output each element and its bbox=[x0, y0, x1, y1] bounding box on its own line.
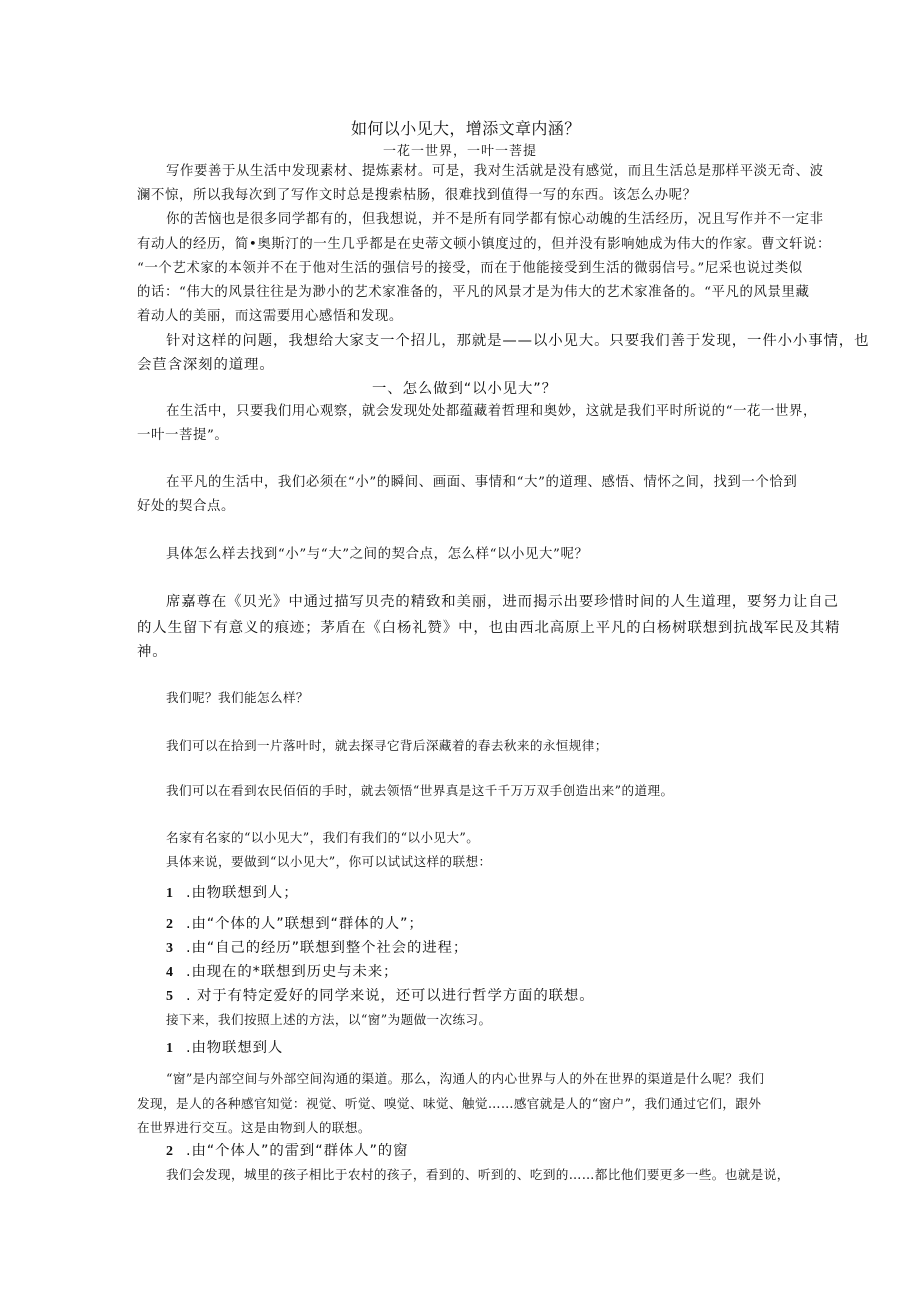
sub-number: 1 bbox=[166, 1041, 174, 1056]
example-line: 名家有名家的“以小见大”，我们有我们的“以小见大”。 bbox=[166, 830, 480, 845]
method-line: 会苣含深刻的道理。 bbox=[137, 357, 275, 373]
intro-line: 的话：“伟大的风景往往是为渺小的艺术家准备的，平凡的风景才是为伟大的艺术家准备的。“平凡的风景里藏 bbox=[137, 285, 810, 300]
sub-line: 发现，是人的各种感官知觉：视觉、听觉、嗅觉、味觉、触觉……感官就是人的“窗户”，我们通过它们，跟外 bbox=[137, 1096, 762, 1111]
sub-heading bbox=[166, 1140, 408, 1163]
intro-line: 你的苦恼也是很多同学都有的，但我想说，并不是所有同学都有惊心动魄的生活经历，况且写作并不一定非 bbox=[166, 212, 824, 227]
list-item bbox=[166, 937, 468, 960]
list-number: 2 bbox=[166, 917, 174, 932]
sub-line: “窗”是内部空间与外部空间沟通的渠道。那么，沟通人的内心世界与人的外在世界的渠道是什么呢？我们 bbox=[166, 1071, 765, 1086]
page-subtitle: 一花一世界，一叶一菩提 bbox=[383, 144, 538, 159]
sub-text: .由物联想到人 bbox=[186, 1040, 284, 1056]
method-line: 针对这样的问题，我想给大家支一个招儿，那就是——以小见大。只要我们善于发现，一件小小事情，也 bbox=[166, 333, 870, 349]
list-number: 5 bbox=[166, 989, 174, 1004]
list-item bbox=[166, 961, 398, 984]
sub-line: 在世界进行交互。这是由物到人的联想。 bbox=[137, 1120, 371, 1135]
example-line: 的人生留下有意义的痕迹；茅盾在《白杨礼赞》中，也由西北高原上平凡的白杨树联想到抗战军民及其精 bbox=[137, 620, 841, 636]
list-number: 1 bbox=[166, 886, 174, 901]
list-item bbox=[166, 913, 424, 936]
list-number: 4 bbox=[166, 965, 174, 980]
sub-heading bbox=[166, 1037, 283, 1060]
list-text: .由物联想到人； bbox=[186, 885, 299, 901]
page-title: 如何以小见大，增添文章内涵？ bbox=[351, 119, 581, 138]
section-line: 在平凡的生活中，我们必须在“小”的瞬间、画面、事情和“大”的道理、感悟、情怀之间，找到一个恰到 bbox=[166, 475, 798, 490]
list-text: . 对于有特定爱好的同学来说，还可以进行哲学方面的联想。 bbox=[186, 988, 595, 1004]
section-line: 在生活中，只要我们用心观察，就会发现处处都蕴藏着哲理和奥妙，这就是我们平时所说的“一花一世界， bbox=[166, 404, 818, 419]
section-line: 好处的契合点。 bbox=[137, 499, 235, 514]
example-line: 具体来说，要做到“以小见大”，你可以试试这样的联想： bbox=[166, 854, 492, 869]
practice-intro: 接下来，我们按照上述的方法，以“窗”为题做一次练习。 bbox=[166, 1012, 492, 1027]
list-number: 3 bbox=[166, 941, 174, 956]
list-text: .由“个体的人”联想到“群体的人”； bbox=[186, 916, 424, 932]
intro-line: 澜不惊，所以我每次到了写作文时总是搜索枯肠，很难找到值得一写的东西。该怎么办呢？ bbox=[137, 188, 697, 203]
question-line: 我们呢？我们能怎么样？ bbox=[166, 690, 309, 705]
list-text: .由“自己的经历”联想到整个社会的进程； bbox=[186, 940, 469, 956]
example-line: 席嘉尊在《贝光》中通过描写贝壳的精致和美丽，进而揭示出要珍惜时间的人生道理，要努力让自己 bbox=[166, 594, 839, 610]
intro-line: 着动人的美丽，而这需要用心感悟和发现。 bbox=[137, 309, 403, 324]
example-line: 神。 bbox=[137, 644, 168, 660]
intro-line: 有动人的经历，简•奥斯汀的一生几乎都是在史蒂文顿小镇度过的，但并没有影响她成为伟大的作家。曹文轩说： bbox=[137, 237, 832, 252]
section-heading: 一、怎么做到“以小见大”？ bbox=[372, 381, 557, 397]
example-line: 我们可以在拾到一片落叶时，就去探寻它背后深藏着的春去秋来的永恒规律； bbox=[166, 738, 608, 753]
sub-line: 我们会发现，城里的孩子相比于农村的孩子，看到的、听到的、吃到的……都比他们要更多一些。也就是说， bbox=[166, 1167, 790, 1182]
section-line: 一叶一菩提”。 bbox=[137, 428, 229, 443]
list-text: .由现在的*联想到历史与未来； bbox=[186, 964, 399, 980]
intro-line: “一个艺术家的本领并不在于他对生活的强信号的接受，而在于他能接受到生活的微弱信号。”尼采也说过类似 bbox=[137, 261, 803, 276]
section-line: 具体怎么样去找到“小”与“大”之间的契合点，怎么样“以小见大”呢？ bbox=[166, 547, 589, 562]
list-item bbox=[166, 985, 595, 1008]
sub-number: 2 bbox=[166, 1144, 174, 1159]
example-line: 我们可以在看到农民佰佰的手时，就去领悟“世界真是这千千万万双手创造出来”的道理。 bbox=[166, 783, 674, 798]
list-item bbox=[166, 882, 299, 905]
sub-text: .由“个体人”的雷到“群体人”的窗 bbox=[186, 1143, 409, 1159]
intro-line: 写作要善于从生活中发现素材、提炼素材。可是，我对生活就是没有感觉，而且生活总是那样平淡无奇、波 bbox=[166, 164, 824, 179]
